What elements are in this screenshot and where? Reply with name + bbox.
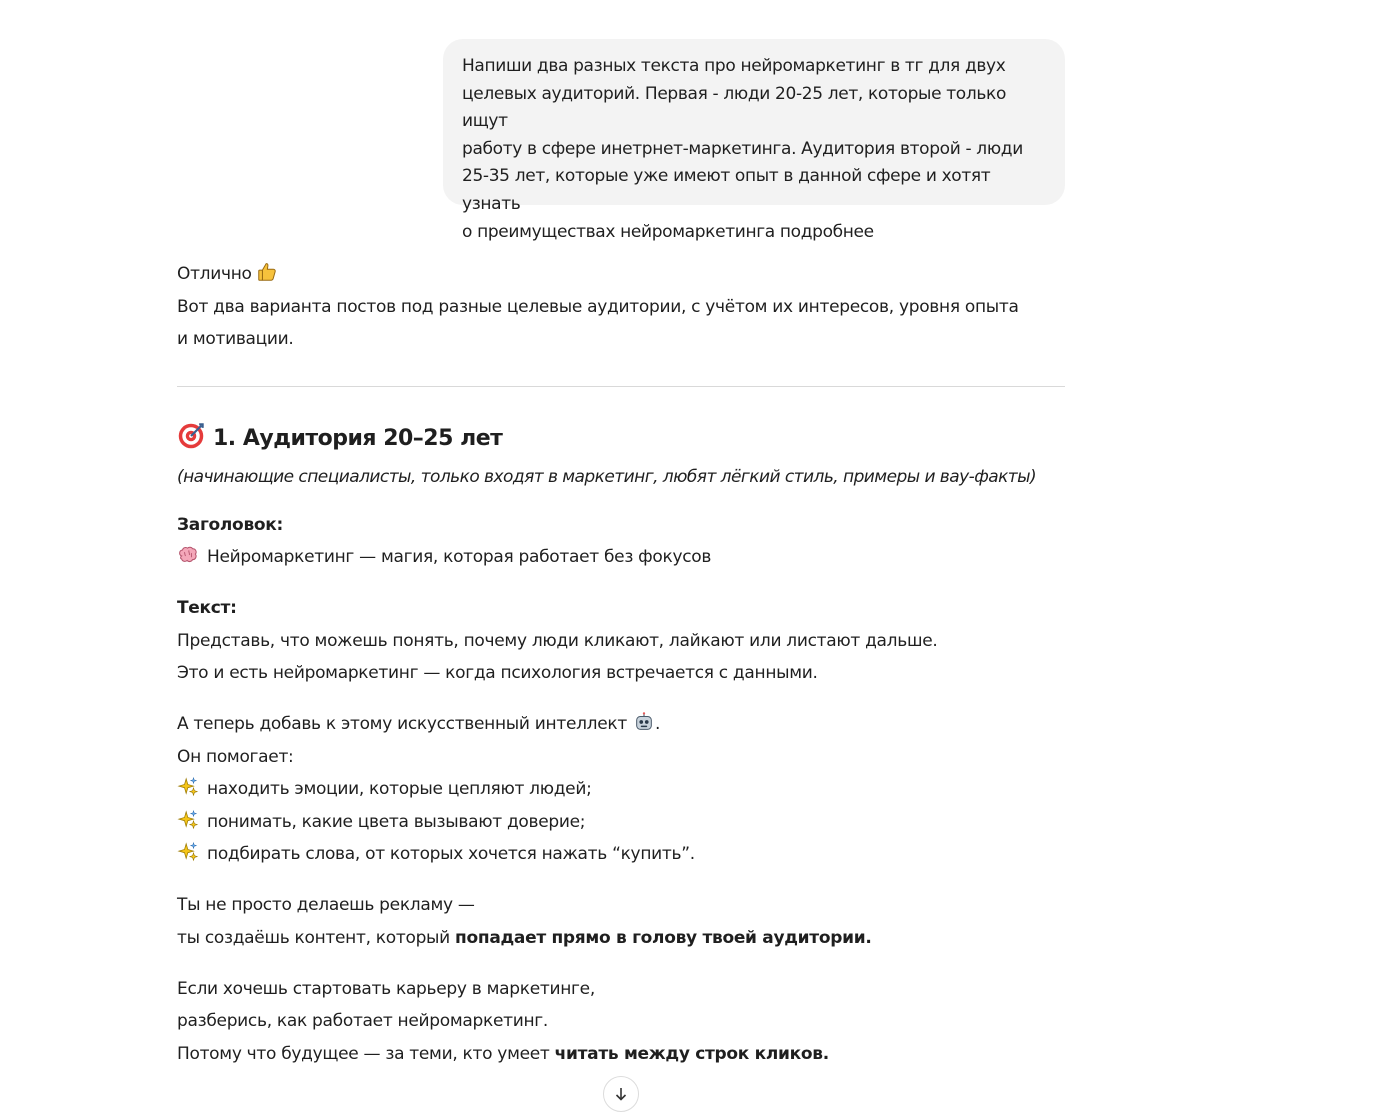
- user-message-line: работу в сфере инетрнет-маркетинга. Аудитория второй - люди: [462, 138, 1023, 159]
- greeting-line: [177, 258, 1077, 291]
- paragraph-line: разберись, как работает нейромаркетинг.: [177, 1011, 549, 1031]
- helps-label: Он помогает:: [177, 746, 294, 767]
- section-heading: [177, 422, 1077, 455]
- spacer: [177, 954, 1077, 973]
- headline-line: [177, 541, 1077, 574]
- user-message-line: целевых аудиторий. Первая - люди 20-25 лет, которые только ищут: [462, 83, 1007, 132]
- spacer: [177, 871, 1077, 890]
- paragraph-bold-text: читать между строк кликов: [554, 1043, 823, 1064]
- bullet-text: подбирать слова, от которых хочется нажать “купить”.: [207, 844, 695, 864]
- paragraph-end: .: [865, 927, 872, 948]
- spacer: [177, 574, 1077, 593]
- spacer: [177, 690, 1077, 709]
- headline-text: Нейромаркетинг — магия, которая работает без фокусов: [207, 547, 712, 567]
- ai-line: [177, 708, 1077, 741]
- user-message-bubble: [443, 39, 1065, 242]
- ai-line-end: .: [654, 714, 661, 734]
- spacer: [177, 489, 1077, 509]
- section-subtitle: (начинающие специалисты, только входят в маркетинг, любят лёгкий стиль, примеры и вау-факты): [177, 466, 1037, 487]
- greeting-text: Отлично: [177, 264, 252, 284]
- ai-line-text: А теперь добавь к этому искусственный интеллект: [177, 714, 627, 734]
- paragraph-text: Потому что будущее — за теми, кто умеет: [177, 1043, 555, 1064]
- robot-icon: [633, 711, 655, 733]
- user-message-line: 25-35 лет, которые уже имеют опыт в данной сфере и хотят узнать: [462, 166, 991, 214]
- paragraph-line: Представь, что можешь понять, почему люди кликают, лайкают или листают дальше.: [177, 630, 938, 651]
- brain-icon: [177, 544, 199, 566]
- bullet-item: [177, 773, 1077, 806]
- bullet-item: [177, 838, 1077, 871]
- paragraph-line: [177, 1038, 1077, 1071]
- sparkles-icon: [177, 809, 199, 831]
- paragraph-line: Если хочешь стартовать карьеру в маркетинге,: [177, 978, 595, 999]
- paragraph-end: .: [822, 1043, 829, 1064]
- bullet-text: находить эмоции, которые цепляют людей;: [207, 779, 592, 799]
- headline-label: Заголовок:: [177, 514, 284, 535]
- arrow-down-icon: [613, 1086, 629, 1102]
- bullet-item: [177, 806, 1077, 839]
- assistant-message: [177, 258, 1077, 1070]
- paragraph-line: Ты не просто делаешь рекламу —: [177, 895, 475, 915]
- intro-text: Вот два варианта постов под разные целевые аудитории, с учётом их интересов, уровня опыта и мотивации.: [177, 296, 1019, 349]
- paragraph-bold-text: попадает прямо в голову твоей аудитории: [455, 927, 866, 948]
- scroll-down-button[interactable]: [603, 1076, 639, 1112]
- thumbs-up-icon: [256, 261, 278, 283]
- user-message-line: Напиши два разных текста про нейромаркетинг в тг для двух: [462, 56, 1006, 76]
- paragraph-text: ты создаёшь контент, который: [177, 927, 456, 948]
- text-label: Текст:: [177, 598, 237, 618]
- sparkles-icon: [177, 841, 199, 863]
- user-message-line: о преимуществах нейромаркетинга подробнее: [462, 221, 874, 242]
- target-icon: [177, 422, 205, 450]
- section-divider: [177, 386, 1065, 387]
- sparkles-icon: [177, 776, 199, 798]
- paragraph-line: Это и есть нейромаркетинг — когда психология встречается с данными.: [177, 663, 818, 683]
- section-heading-text: 1. Аудитория 20–25 лет: [213, 425, 503, 451]
- bullet-text: понимать, какие цвета вызывают доверие;: [207, 811, 586, 832]
- paragraph-line: [177, 922, 1077, 955]
